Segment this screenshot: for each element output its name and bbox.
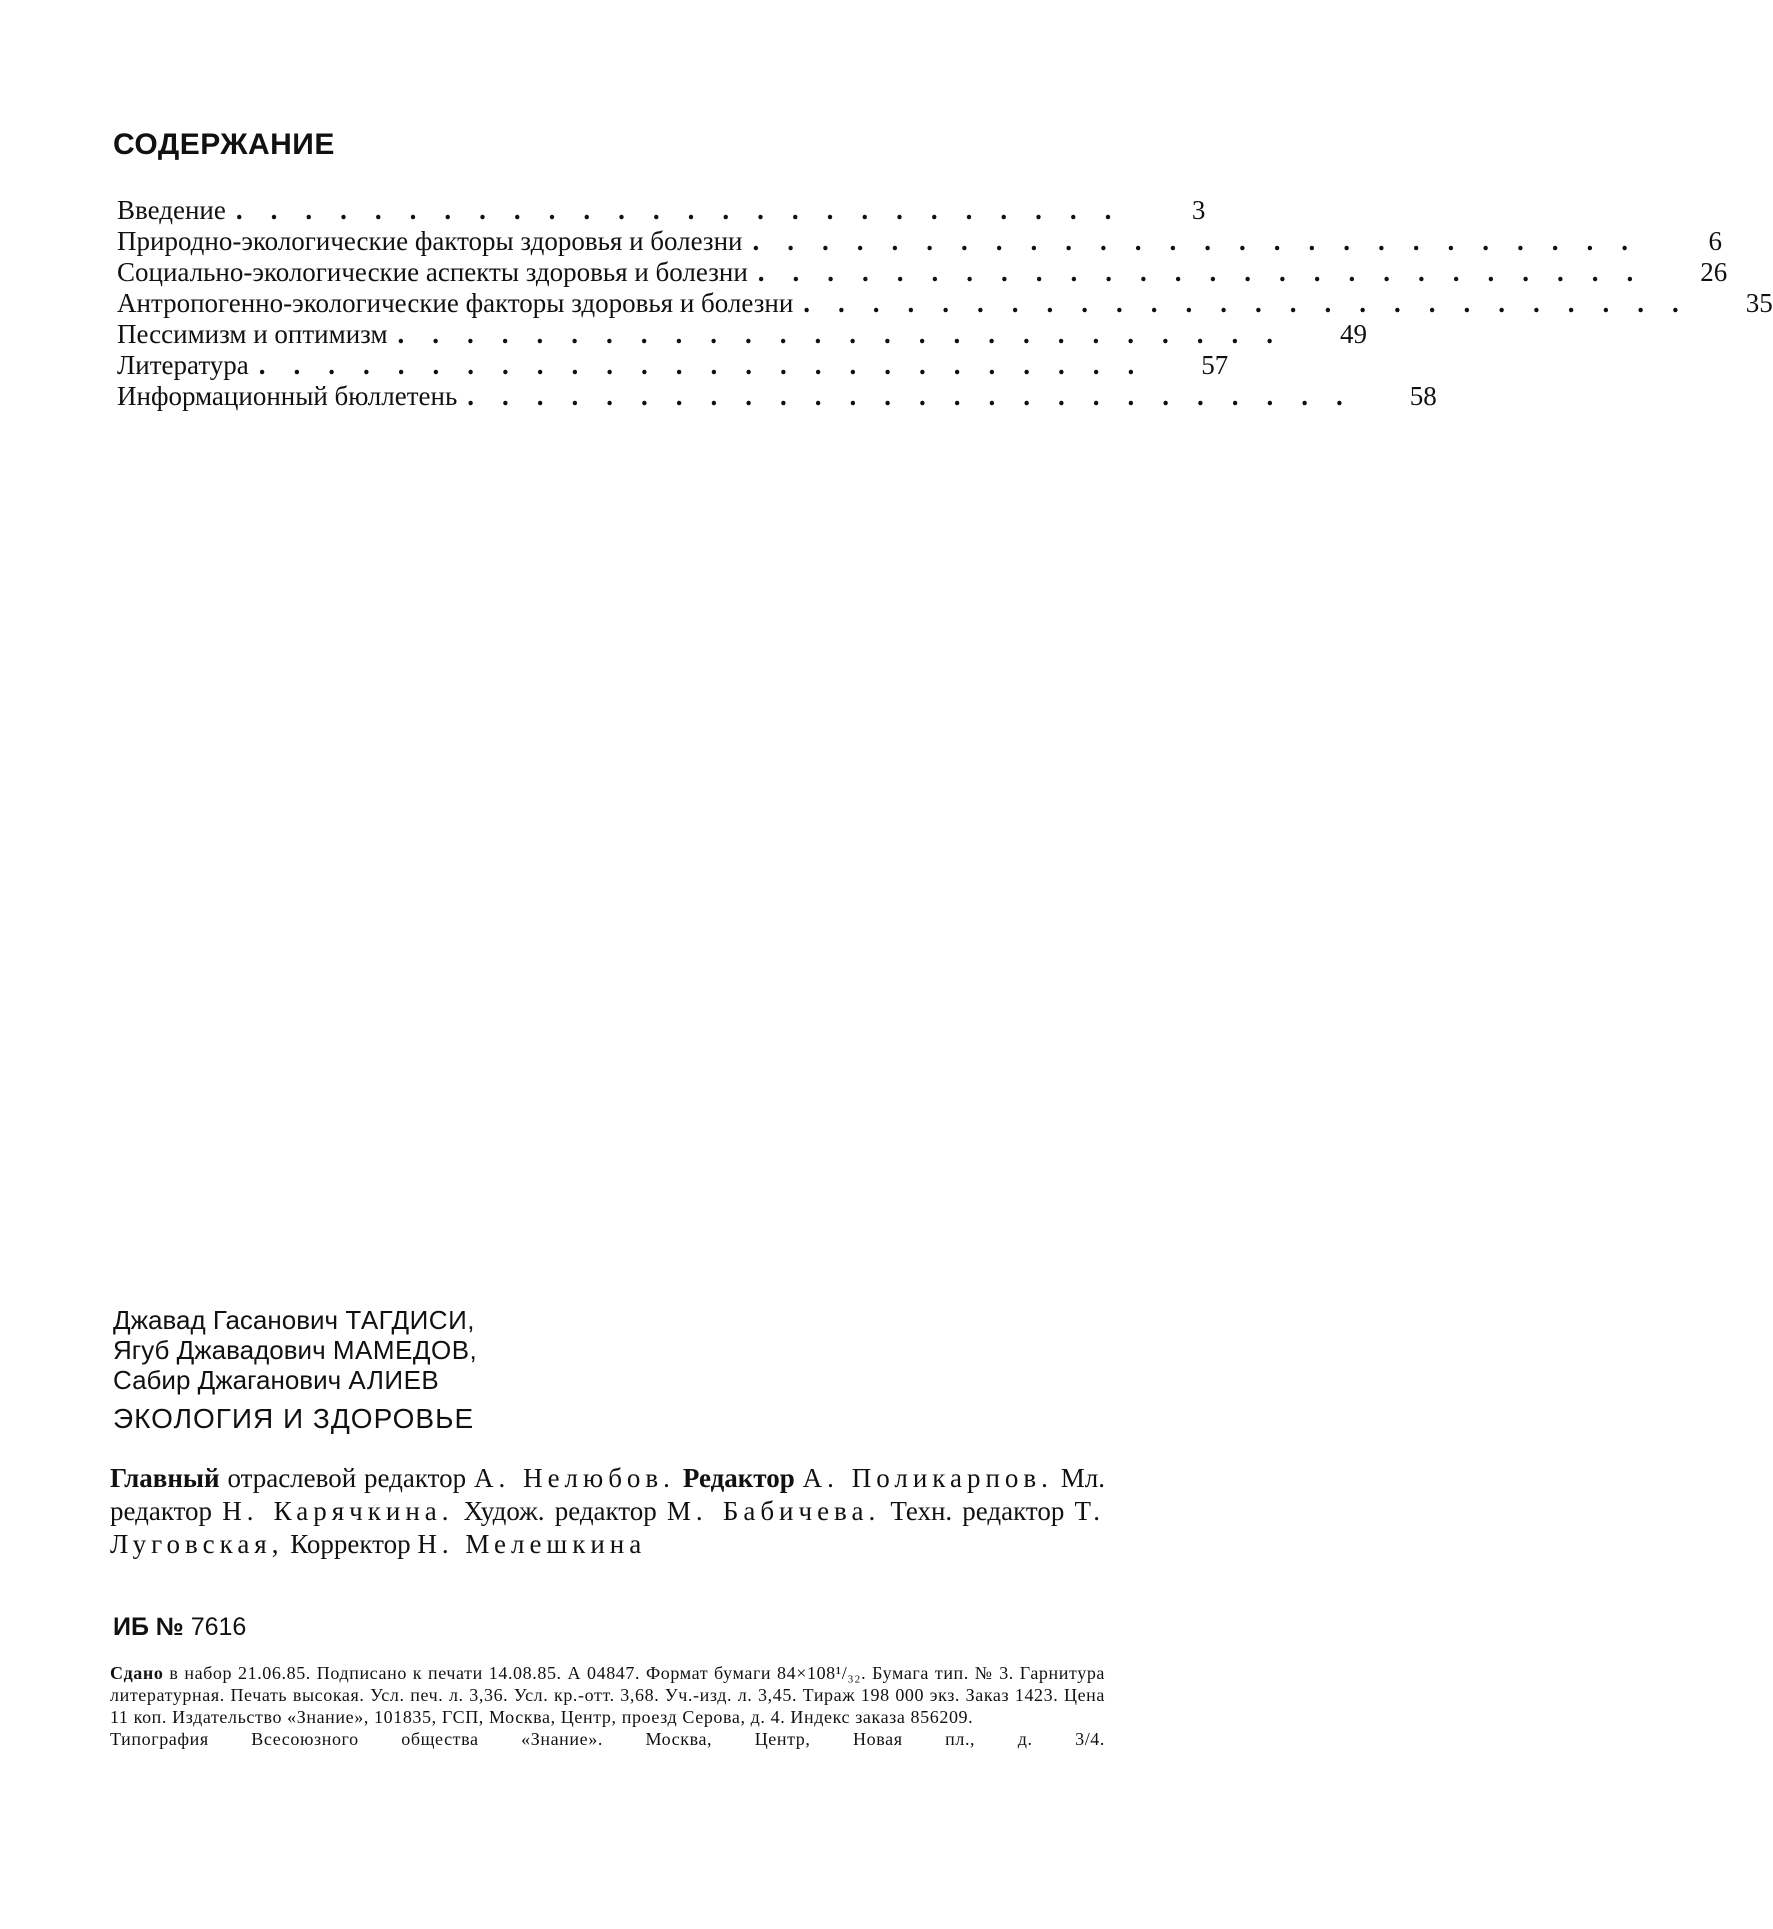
credit-tech-editor-role: Техн. редактор xyxy=(890,1496,1065,1526)
book-title: ЭКОЛОГИЯ И ЗДОРОВЬЕ xyxy=(113,1403,475,1434)
credit-chief-name: А. Нелюбов. xyxy=(473,1463,675,1493)
toc-entry-label: Пессимизм и оптимизм xyxy=(117,319,388,349)
credit-corrector-role: Корректор xyxy=(290,1529,411,1559)
toc-entry xyxy=(117,195,1206,226)
toc-entry-page: 35 xyxy=(1745,288,1773,318)
toc-entry xyxy=(117,288,1773,319)
toc-entry xyxy=(117,381,1437,412)
toc-entry xyxy=(117,226,1722,257)
author-line xyxy=(113,1365,477,1395)
credit-corrector-name: Н. Мелешкина xyxy=(417,1529,647,1559)
toc-entry-page: 26 xyxy=(1700,257,1728,287)
table-of-contents xyxy=(117,195,1773,412)
toc-entry-page: 57 xyxy=(1201,350,1229,380)
toc-entry-page: 6 xyxy=(1708,226,1722,256)
toc-entry-label: Информационный бюллетень xyxy=(117,381,458,411)
credit-art-editor-name: М. Бабичева. xyxy=(666,1496,881,1526)
toc-leader-dots: .......................... xyxy=(467,381,1371,411)
author-line xyxy=(113,1305,477,1335)
ib-label: ИБ № xyxy=(113,1613,184,1641)
toc-entry xyxy=(117,257,1728,288)
author-surname: МАМЕДОВ, xyxy=(332,1335,478,1365)
imprint-printer: Типография Всесоюзного общества «Знание». Москва, Центр, Новая пл., д. 3/4. xyxy=(110,1729,1105,1749)
credit-editor-name: А. Поликарпов. xyxy=(802,1463,1053,1493)
ib-number xyxy=(113,1613,246,1642)
toc-entry-label: Природно-экологические факторы здоровья и болезни xyxy=(117,226,743,256)
credit-tech-editor-name: Т. Луговская, xyxy=(110,1496,1106,1559)
imprint-lead: Сдано xyxy=(110,1663,164,1683)
toc-entry-page: 49 xyxy=(1340,319,1368,349)
toc-entry-page: 58 xyxy=(1409,381,1437,411)
toc-leader-dots: .......................... xyxy=(752,226,1656,256)
toc-entry-label: Литература xyxy=(117,350,249,380)
editorial-credits xyxy=(110,1462,1105,1561)
toc-title: СОДЕРЖАНИЕ xyxy=(113,128,335,161)
credit-art-editor-role: Худож. редактор xyxy=(463,1496,657,1526)
author-line xyxy=(113,1335,477,1365)
toc-leader-dots: .......................... xyxy=(757,257,1662,287)
toc-entry xyxy=(117,319,1368,350)
toc-entry xyxy=(117,350,1229,381)
imprint-text: в набор 21.06.85. Подписано к печати 14.08.85. А 04847. Формат бумаги 84×108¹/₃₂. Бумага тип. № 3. Гарнитура литературная. Печать высокая. Усл. печ. л. 3,36. Усл. кр.-отт. 3,68. Уч.-изд. л. 3,45. Тираж 198 000 экз. Заказ 1423. Цена 11 коп. Издательство «Знание», 101835, ГСП, Москва, Центр, проезд Серова, д. 4. Индекс заказа 856209. xyxy=(110,1663,1106,1727)
author-given-name: Ягуб Джавадович xyxy=(113,1335,326,1365)
toc-entry-label: Антропогенно-экологические факторы здоровья и болезни xyxy=(117,288,794,318)
author-surname: АЛИЕВ xyxy=(348,1365,440,1395)
author-given-name: Сабир Джаганович xyxy=(113,1365,342,1395)
toc-entry-label: Введение xyxy=(117,195,226,225)
credit-chief-role-rest: отраслевой редактор xyxy=(227,1463,467,1493)
credit-jr-editor-role: Мл. редактор xyxy=(110,1463,1106,1526)
toc-leader-dots: .......................... xyxy=(397,319,1302,349)
toc-leader-dots: .......................... xyxy=(235,195,1140,225)
credit-chief-role: Главный xyxy=(110,1463,220,1493)
toc-entry-page: 3 xyxy=(1191,195,1206,225)
author-surname: ТАГДИСИ, xyxy=(345,1305,475,1335)
ib-value: 7616 xyxy=(190,1613,247,1641)
author-given-name: Джавад Гасанович xyxy=(113,1305,339,1335)
toc-leader-dots: .......................... xyxy=(258,350,1163,380)
toc-entry-label: Социально-экологические аспекты здоровья и болезни xyxy=(117,257,748,287)
credit-jr-editor-name: Н. Карячкина. xyxy=(222,1496,454,1526)
author-list xyxy=(113,1305,477,1395)
credit-editor-role: Редактор xyxy=(682,1463,795,1493)
publication-imprint xyxy=(110,1662,1105,1750)
toc-leader-dots: .......................... xyxy=(803,288,1707,318)
